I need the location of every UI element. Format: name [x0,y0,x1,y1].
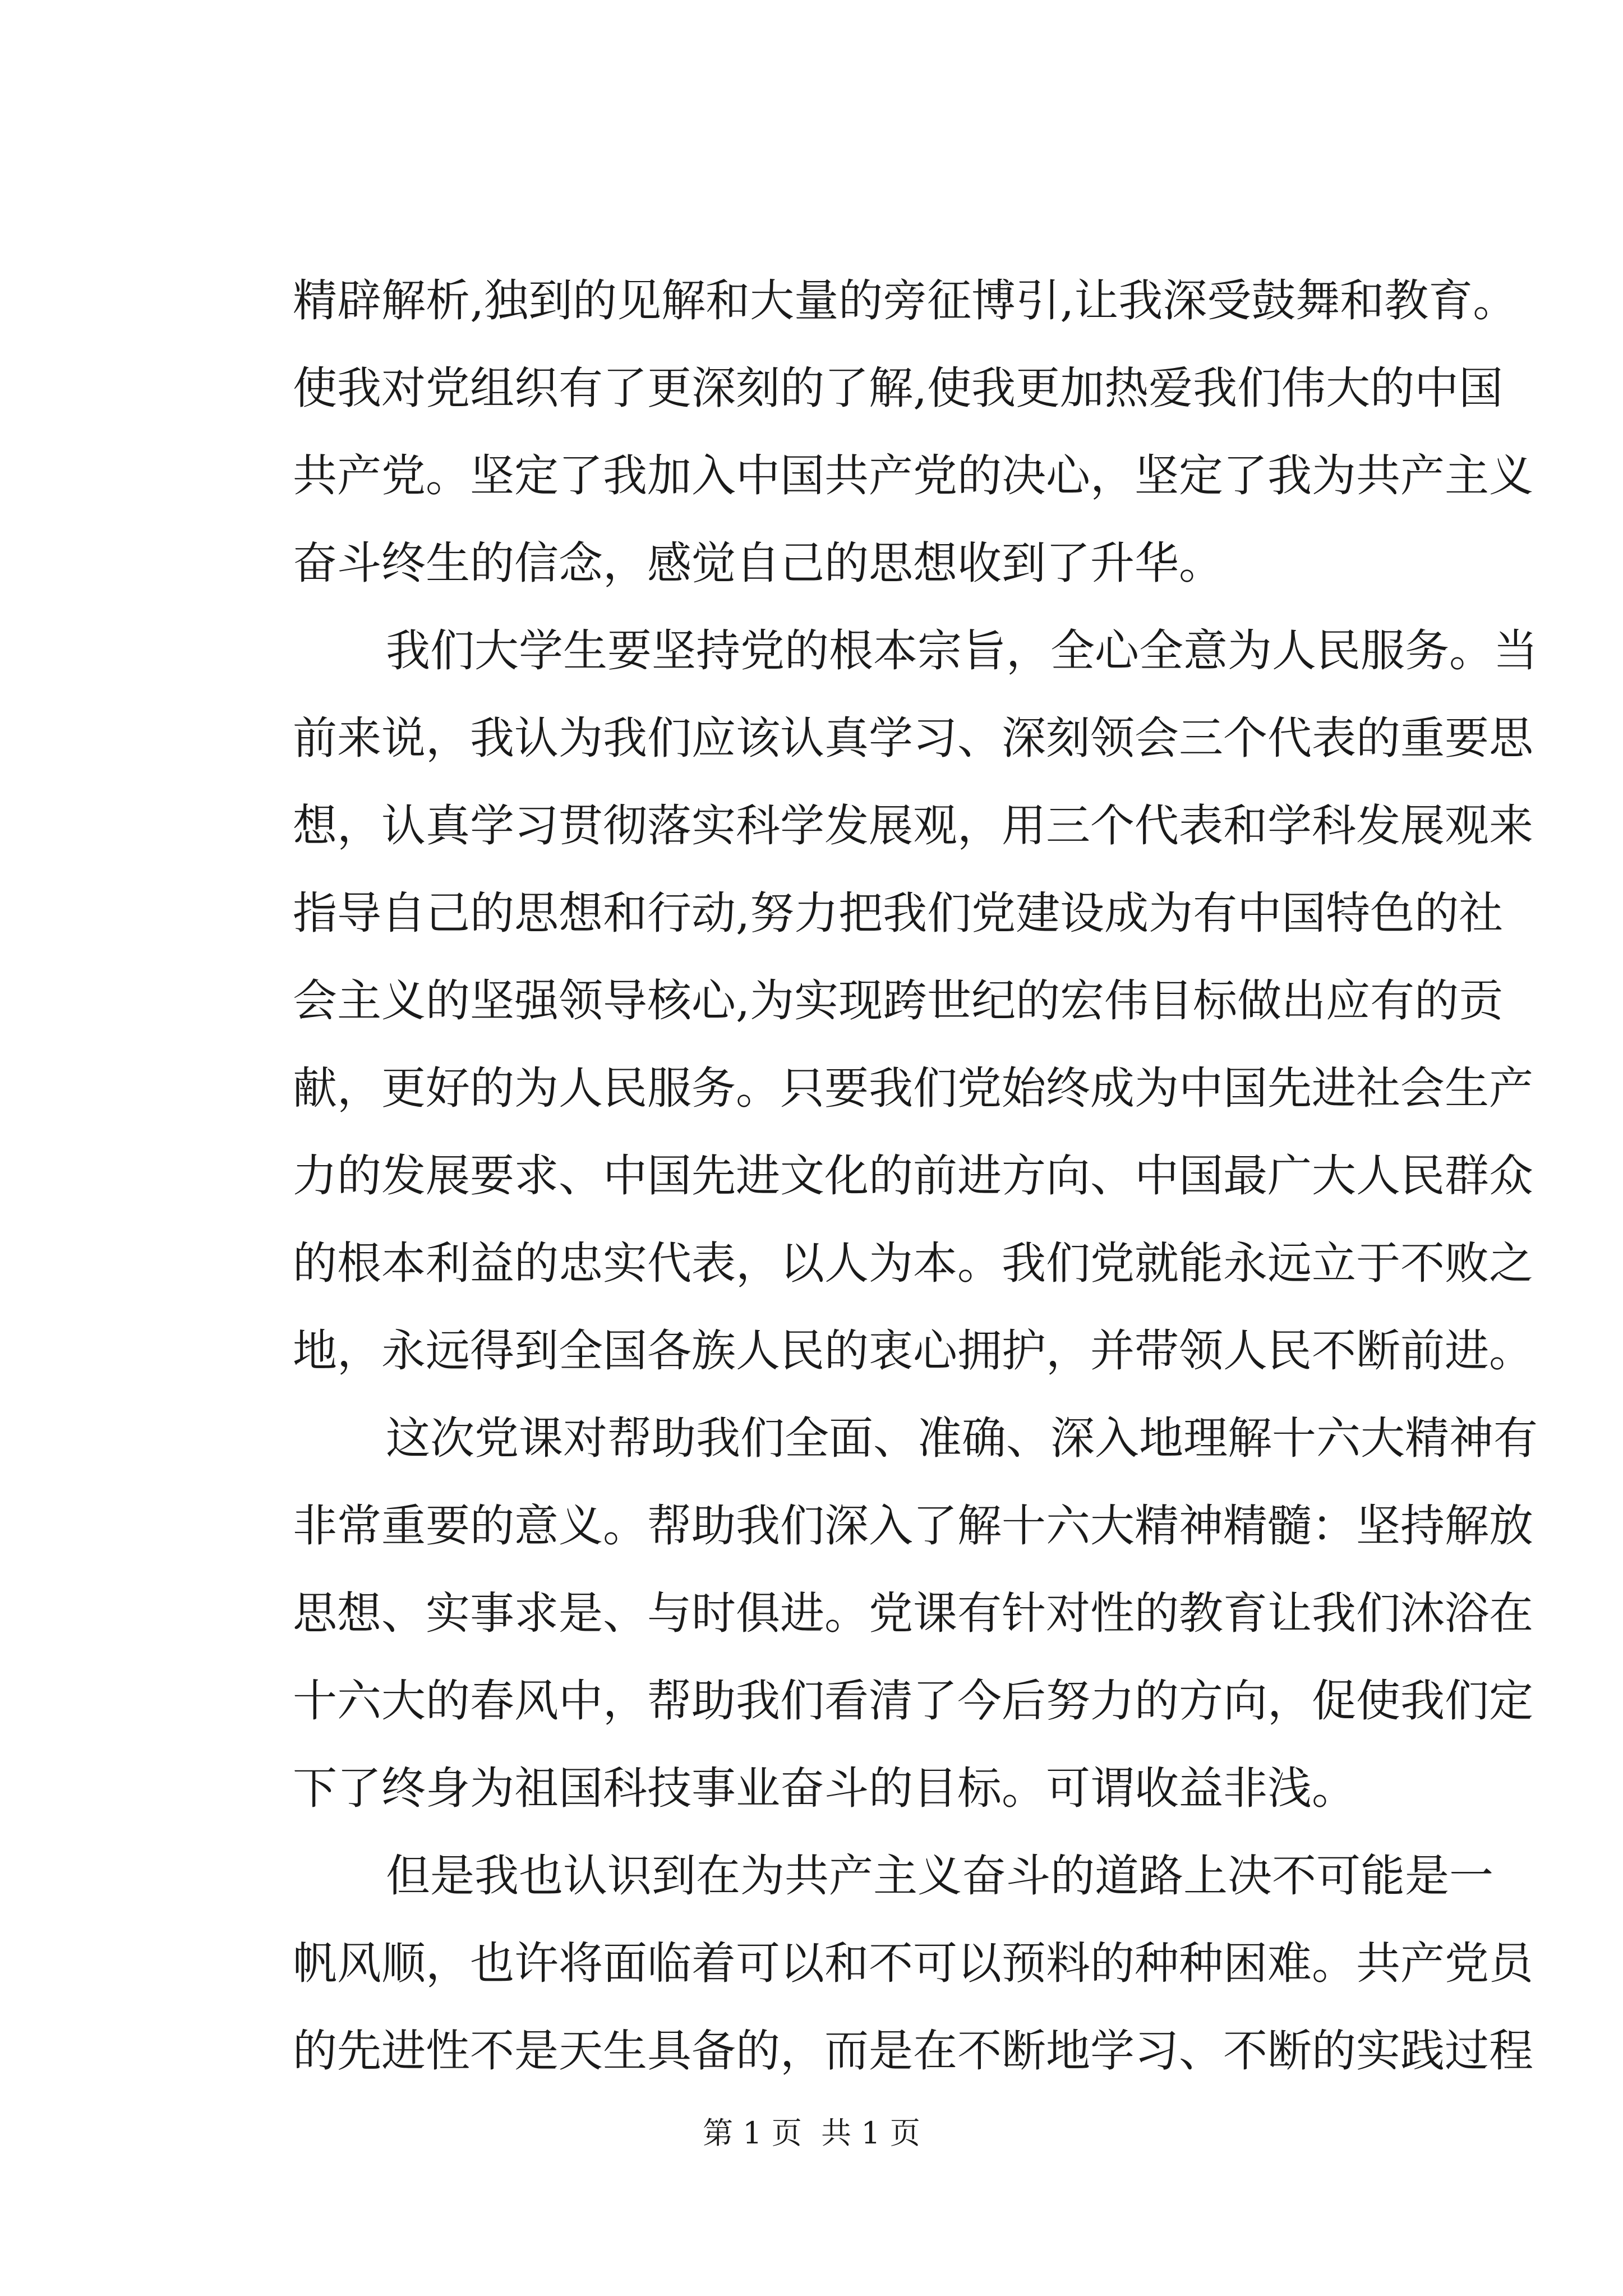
text-line: 使我对党组织有了更深刻的了解,使我更加热爱我们伟大的中国 [293,362,1504,414]
text-line: 精辟解析,独到的见解和大量的旁征博引,让我深受鼓舞和教育。 [293,275,1518,326]
text-line: 帆风顺，也许将面临着可以和不可以预料的种种困难。共产党员 [293,1938,1533,1989]
text-line: 的根本利益的忠实代表，以人为本。我们党就能永远立于不败之 [293,1237,1533,1289]
text-line: 下了终身为祖国科技事业奋斗的目标。可谓收益非浅。 [293,1763,1356,1814]
text-line: 想，认真学习贯彻落实科学发展观，用三个代表和学科发展观来 [293,800,1533,852]
body-text [293,257,1538,2095]
page-number-footer: 第 1 页 共 1 页 [703,2115,920,2151]
text-line: 指导自己的思想和行动,努力把我们党建设成为有中国特色的社 [293,887,1504,939]
text-line: 非常重要的意义。帮助我们深入了解十六大精神精髓：坚持解放 [293,1500,1533,1552]
paragraph-first-line: 我们大学生要坚持党的根本宗旨，全心全意为人民服务。当 [386,625,1538,677]
text-line: 的先进性不是天生具备的，而是在不断地学习、不断的实践过程 [293,2025,1533,2077]
text-line: 地，永远得到全国各族人民的衷心拥护，并带领人民不断前进。 [293,1325,1533,1377]
text-line: 共产党。坚定了我加入中国共产党的决心，坚定了我为共产主义 [293,450,1533,501]
paragraph-first-line: 这次党课对帮助我们全面、准确、深入地理解十六大精神有 [386,1412,1538,1464]
text-line: 献，更好的为人民服务。只要我们党始终成为中国先进社会生产 [293,1062,1533,1114]
text-line: 奋斗终生的信念，感觉自己的思想收到了升华。 [293,537,1223,589]
text-line: 思想、实事求是、与时俱进。党课有针对性的教育让我们沐浴在 [293,1588,1533,1639]
text-line: 十六大的春风中，帮助我们看清了今后努力的方向，促使我们定 [293,1675,1533,1727]
text-line: 前来说，我认为我们应该认真学习、深刻领会三个代表的重要思 [293,712,1533,764]
text-line: 力的发展要求、中国先进文化的前进方向、中国最广大人民群众 [293,1150,1533,1202]
text-line: 会主义的坚强领导核心,为实现跨世纪的宏伟目标做出应有的贡 [293,975,1504,1027]
paragraph-first-line: 但是我也认识到在为共产主义奋斗的道路上决不可能是一 [386,1850,1493,1902]
